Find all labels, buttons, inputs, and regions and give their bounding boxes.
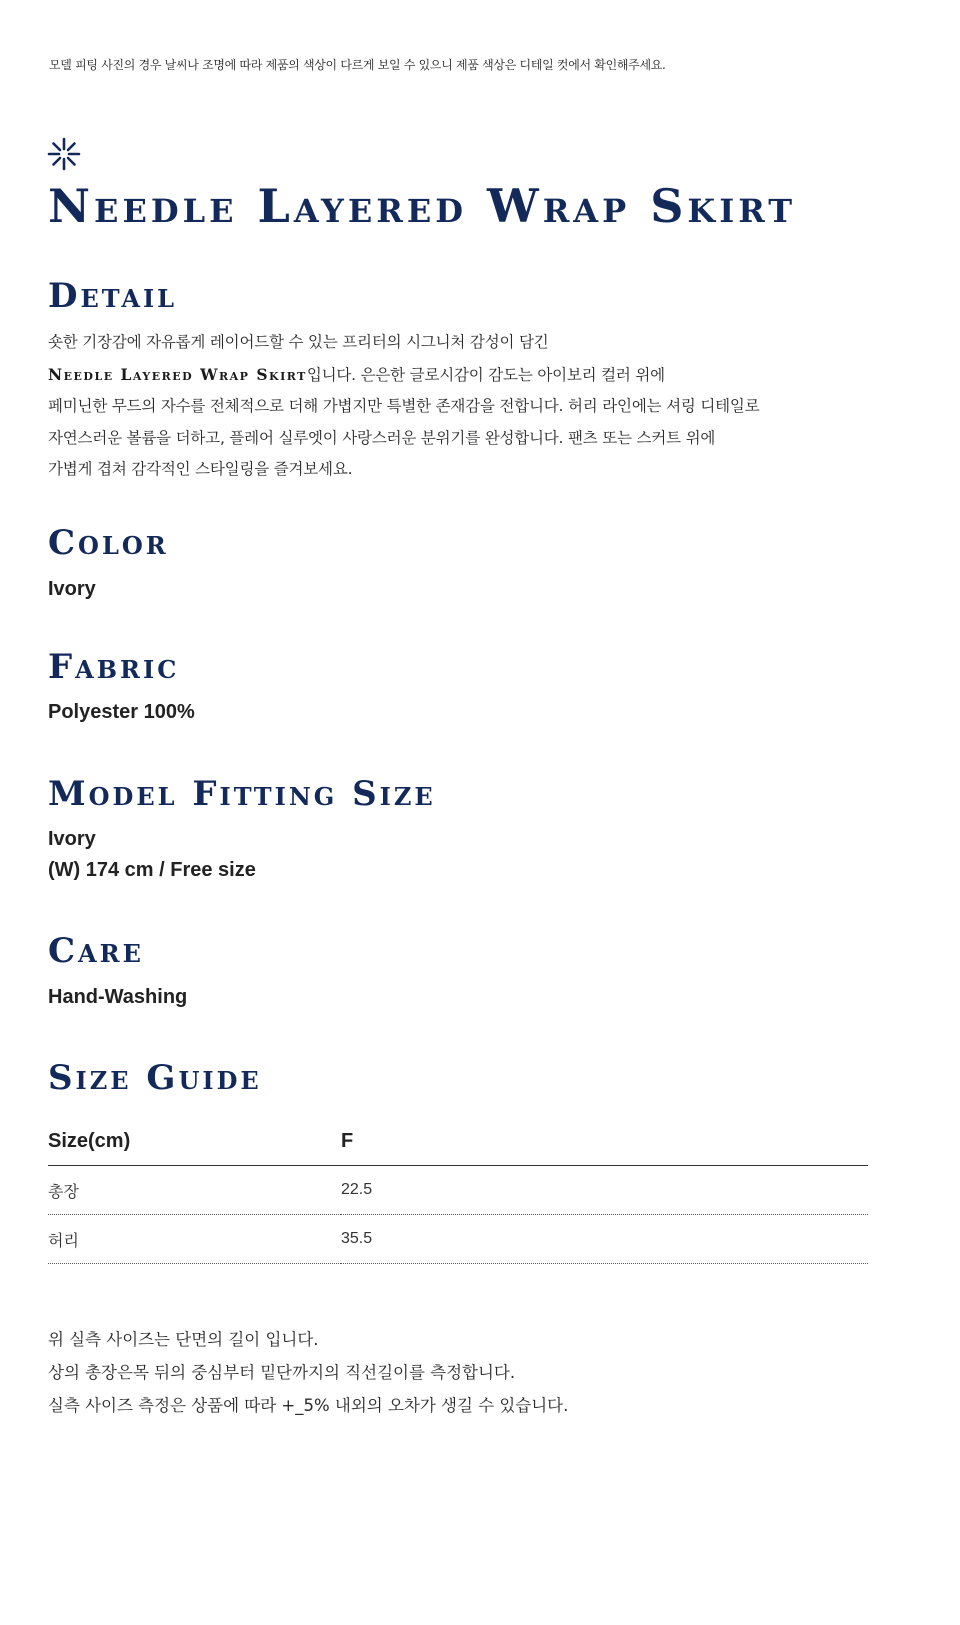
table-cell-label: 허리 — [48, 1215, 341, 1264]
table-cell-value: 35.5 — [341, 1215, 868, 1264]
sparkle-star-icon — [47, 137, 81, 171]
detail-line — [48, 359, 759, 392]
model-fitting-size: (W) 174 cm / Free size — [48, 859, 256, 881]
care-heading: Care — [48, 931, 144, 971]
detail-line: 자연스러운 볼륨을 더하고, 플레어 실루엣이 사랑스러운 분위기를 완성합니다. 팬츠 또는 스커트 위에 — [48, 428, 716, 447]
table-header-cell: Size(cm) — [48, 1118, 341, 1166]
color-value: Ivory — [48, 578, 96, 600]
detail-product-name: Needle Layered Wrap Skirt — [48, 364, 307, 384]
size-guide-heading: Size Guide — [48, 1058, 262, 1098]
size-notes — [48, 1323, 568, 1422]
table-cell-label: 총장 — [48, 1166, 341, 1215]
detail-line: 페미닌한 무드의 자수를 전체적으로 더해 가볍지만 특별한 존재감을 전합니다. 허리 라인에는 셔링 디테일로 — [48, 397, 760, 415]
model-fitting-color: Ivory — [48, 828, 96, 850]
detail-heading: Detail — [48, 276, 178, 316]
table-cell-value: 22.5 — [341, 1166, 868, 1215]
table-header-row — [48, 1118, 868, 1166]
product-title: Needle Layered Wrap Skirt — [48, 179, 797, 233]
color-heading: Color — [48, 523, 169, 563]
table-header-cell: F — [341, 1118, 868, 1166]
model-fitting-heading: Model Fitting Size — [48, 774, 436, 814]
size-note: 위 실측 사이즈는 단면의 길이 입니다. — [48, 1330, 319, 1349]
detail-line: 가볍게 겹쳐 감각적인 스타일링을 즐겨보세요. — [48, 460, 353, 478]
size-note: 실측 사이즈 측정은 상품에 따라 +_5% 내외의 오차가 생길 수 있습니다. — [48, 1396, 569, 1415]
detail-line: 숏한 기장감에 자유롭게 레이어드할 수 있는 프리터의 시그니처 감성이 담긴 — [48, 333, 549, 351]
table-row — [48, 1215, 868, 1264]
table-row — [48, 1166, 868, 1215]
fabric-heading: Fabric — [48, 647, 180, 687]
color-notice: 모델 피팅 사진의 경우 날씨나 조명에 따라 제품의 색상이 다르게 보일 수 있으니 제품 색상은 디테일 컷에서 확인해주세요. — [49, 58, 666, 72]
detail-line-text: 입니다. 은은한 글로시감이 감도는 아이보리 컬러 위에 — [306, 365, 665, 384]
fabric-value: Polyester 100% — [48, 701, 195, 723]
size-note: 상의 총장은목 뒤의 중심부터 밑단까지의 직선길이를 측정합니다. — [48, 1363, 516, 1382]
size-guide-table — [48, 1118, 868, 1264]
care-value: Hand-Washing — [48, 986, 188, 1008]
detail-description — [48, 327, 759, 486]
